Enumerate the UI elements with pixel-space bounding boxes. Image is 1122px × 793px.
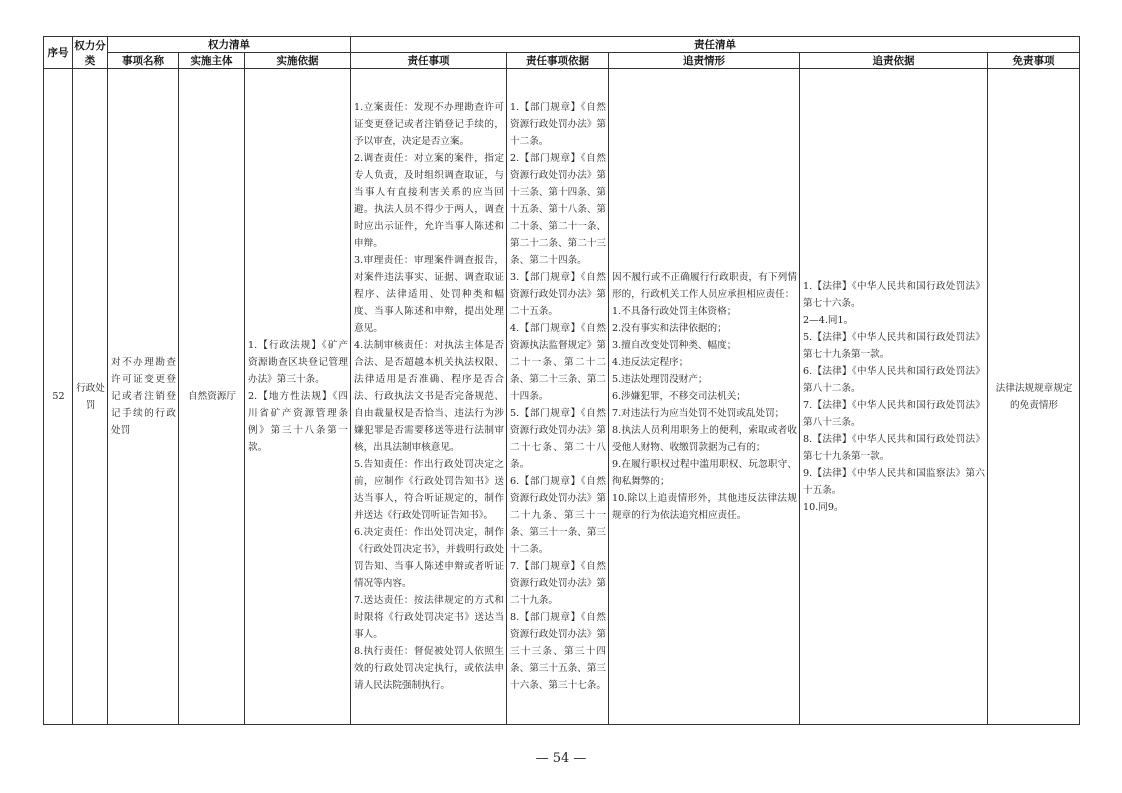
header-seq: 序号 — [44, 37, 73, 69]
cell-resp-basis — [507, 69, 609, 725]
resp-basis-item: 6.【部门规章】《自然资源行政处罚办法》第二十九条、第三十一条、第三十一条、第三十二条。 — [510, 476, 607, 555]
resp-basis-item: 8.【部门规章】《自然资源行政处罚办法》第三十三条、第三十四条、第三十五条、第三十六条、第三十七条。 — [510, 612, 607, 691]
accountability-item: 2.没有事实和法律依据的； — [612, 323, 727, 334]
resp-item: 1.立案责任：发现不办理勘查许可证变更登记或者注销登记手续的，予以审查，决定是否立案。 — [354, 102, 505, 147]
page-number: — 54 — — [535, 751, 587, 766]
header-category: 权力分类 — [73, 37, 108, 69]
acc-basis-item: 9.【法律】《中华人民共和国监察法》第六十五条。 — [803, 467, 986, 496]
resp-item: 3.审理责任：审理案件调查报告，对案件违法事实、证据、调查取证程序、法律适用、处罚种类和幅度、当事人陈述和申辩，提出处理意见。 — [354, 255, 505, 334]
acc-basis-item: 6.【法律】《中华人民共和国行政处罚法》第八十二条。 — [803, 365, 986, 394]
accountability-item: 7.对违法行为应当处罚不处罚或乱处罚； — [612, 408, 785, 419]
accountability-item: 8.执法人员利用职务上的便利，索取或者收受他人财物、收缴罚款据为己有的； — [612, 425, 798, 453]
acc-basis-item: 5.【法律】《中华人民共和国行政处罚法》第七十九条第一款。 — [803, 331, 986, 360]
acc-basis-item: 1.【法律】《中华人民共和国行政处罚法》第七十六条。 — [803, 280, 986, 309]
header-acc-basis: 追责依据 — [800, 53, 988, 69]
accountability-item: 9.在履行职权过程中滥用职权、玩忽职守、徇私舞弊的； — [612, 459, 798, 487]
resp-basis-item: 3.【部门规章】《自然资源行政处罚办法》第二十五条。 — [510, 272, 607, 317]
header-resp-basis: 责任事项依据 — [507, 53, 609, 69]
accountability-item: 5.违法处理罚没财产； — [612, 374, 708, 385]
resp-item: 5.告知责任：作出行政处罚决定之前，应制作《行政处罚告知书》送达当事人，符合听证规定的，制作并送达《行政处罚听证告知书》。 — [354, 459, 505, 521]
header-accountability: 追责情形 — [609, 53, 800, 69]
basis-item: 2.【地方性法规】《四川省矿产资源管理条例》第三十八条第一款。 — [248, 391, 349, 453]
resp-item: 8.执行责任：督促被处罚人依照生效的行政处罚决定执行，或依法申请人民法院强制执行。 — [354, 646, 505, 691]
responsibility-table — [43, 36, 1080, 725]
cell-accountability — [609, 69, 800, 725]
resp-basis-item: 7.【部门规章】《自然资源行政处罚办法》第二十九条。 — [510, 561, 607, 606]
acc-basis-item: 2—4.同1。 — [803, 314, 854, 326]
resp-item: 7.送达责任：按法律规定的方式和时限将《行政处罚决定书》送达当事人。 — [354, 595, 505, 640]
table-row — [44, 69, 1080, 725]
resp-basis-item: 5.【部门规章】《自然资源行政处罚办法》第二十七条、第二十八条。 — [510, 408, 607, 470]
header-exemption: 免责事项 — [988, 53, 1080, 69]
cell-seq — [44, 69, 73, 725]
category-text: 行政处罚 — [76, 382, 105, 411]
resp-basis-item: 4.【部门规章】《自然资源执法监督规定》第二十一条、第二十二条、第二十三条、第二十四条。 — [510, 323, 607, 402]
header-basis: 实施依据 — [245, 53, 351, 69]
resp-basis-item: 1.【部门规章】《自然资源行政处罚办法》第十二条。 — [510, 102, 607, 147]
acc-basis-item: 10.同9。 — [803, 501, 844, 513]
cell-subject — [179, 69, 245, 725]
exemption-text: 法律法规规章规定的免责情形 — [995, 382, 1073, 411]
item-name-text: 对不办理勘查许可证变更登记或者注销登记手续的行政处罚 — [111, 357, 176, 436]
acc-basis-item: 7.【法律】《中华人民共和国行政处罚法》第八十三条。 — [803, 399, 986, 428]
header-power-list: 权力清单 — [108, 37, 351, 53]
resp-item: 2.调查责任：对立案的案件，指定专人负责，及时组织调查取证，与当事人有直接利害关系的应当回避。执法人员不得少于两人，调查时应出示证件，允许当事人陈述和申辩。 — [354, 153, 505, 249]
cell-basis — [245, 69, 351, 725]
seq-text: 52 — [52, 391, 65, 402]
basis-item: 1.【行政法规】《矿产资源勘查区块登记管理办法》第三十条。 — [248, 340, 349, 385]
header-item-name: 事项名称 — [108, 53, 179, 69]
accountability-intro: 因不履行或不正确履行行政职责，有下列情形的，行政机关工作人员应承担相应责任： — [612, 272, 798, 300]
subject-text: 自然资源厅 — [188, 391, 236, 402]
cell-exemption — [988, 69, 1080, 725]
accountability-item: 1.不具备行政处罚主体资格； — [612, 306, 737, 317]
accountability-item: 3.擅自改变处罚种类、幅度； — [612, 340, 737, 351]
header-responsibility-list: 责任清单 — [351, 37, 1080, 53]
cell-category — [73, 69, 108, 725]
header-subject: 实施主体 — [179, 53, 245, 69]
resp-basis-item: 2.【部门规章】《自然资源行政处罚办法》第十三条、第十四条、第十五条、第十八条、第二十条、第二十一条、第二十二条、第二十三条、第二十四条。 — [510, 153, 607, 266]
resp-item: 4.法制审核责任：对执法主体是否合法、是否超越本机关执法权限、法律适用是否准确、程序是否合法、行政执法文书是否完备规范、自由裁量权是否恰当、违法行为涉嫌犯罪是否需要移送等进行法制审核，出具法制审核意见。 — [354, 340, 505, 453]
cell-acc-basis — [800, 69, 988, 725]
resp-item: 6.决定责任：作出处罚决定，制作《行政处罚决定书》，并载明行政处罚告知、当事人陈述申辩或者听证情况等内容。 — [354, 527, 505, 589]
cell-resp-items — [351, 69, 507, 725]
acc-basis-item: 8.【法律】《中华人民共和国行政处罚法》第七十九条第一款。 — [803, 433, 986, 462]
header-resp-items: 责任事项 — [351, 53, 507, 69]
accountability-item: 6.涉嫌犯罪，不移交司法机关； — [612, 391, 746, 402]
accountability-item: 10.除以上追责情形外，其他违反法律法规规章的行为依法追究相应责任。 — [612, 493, 798, 521]
accountability-item: 4.违反法定程序； — [612, 357, 689, 368]
cell-item-name — [108, 69, 179, 725]
